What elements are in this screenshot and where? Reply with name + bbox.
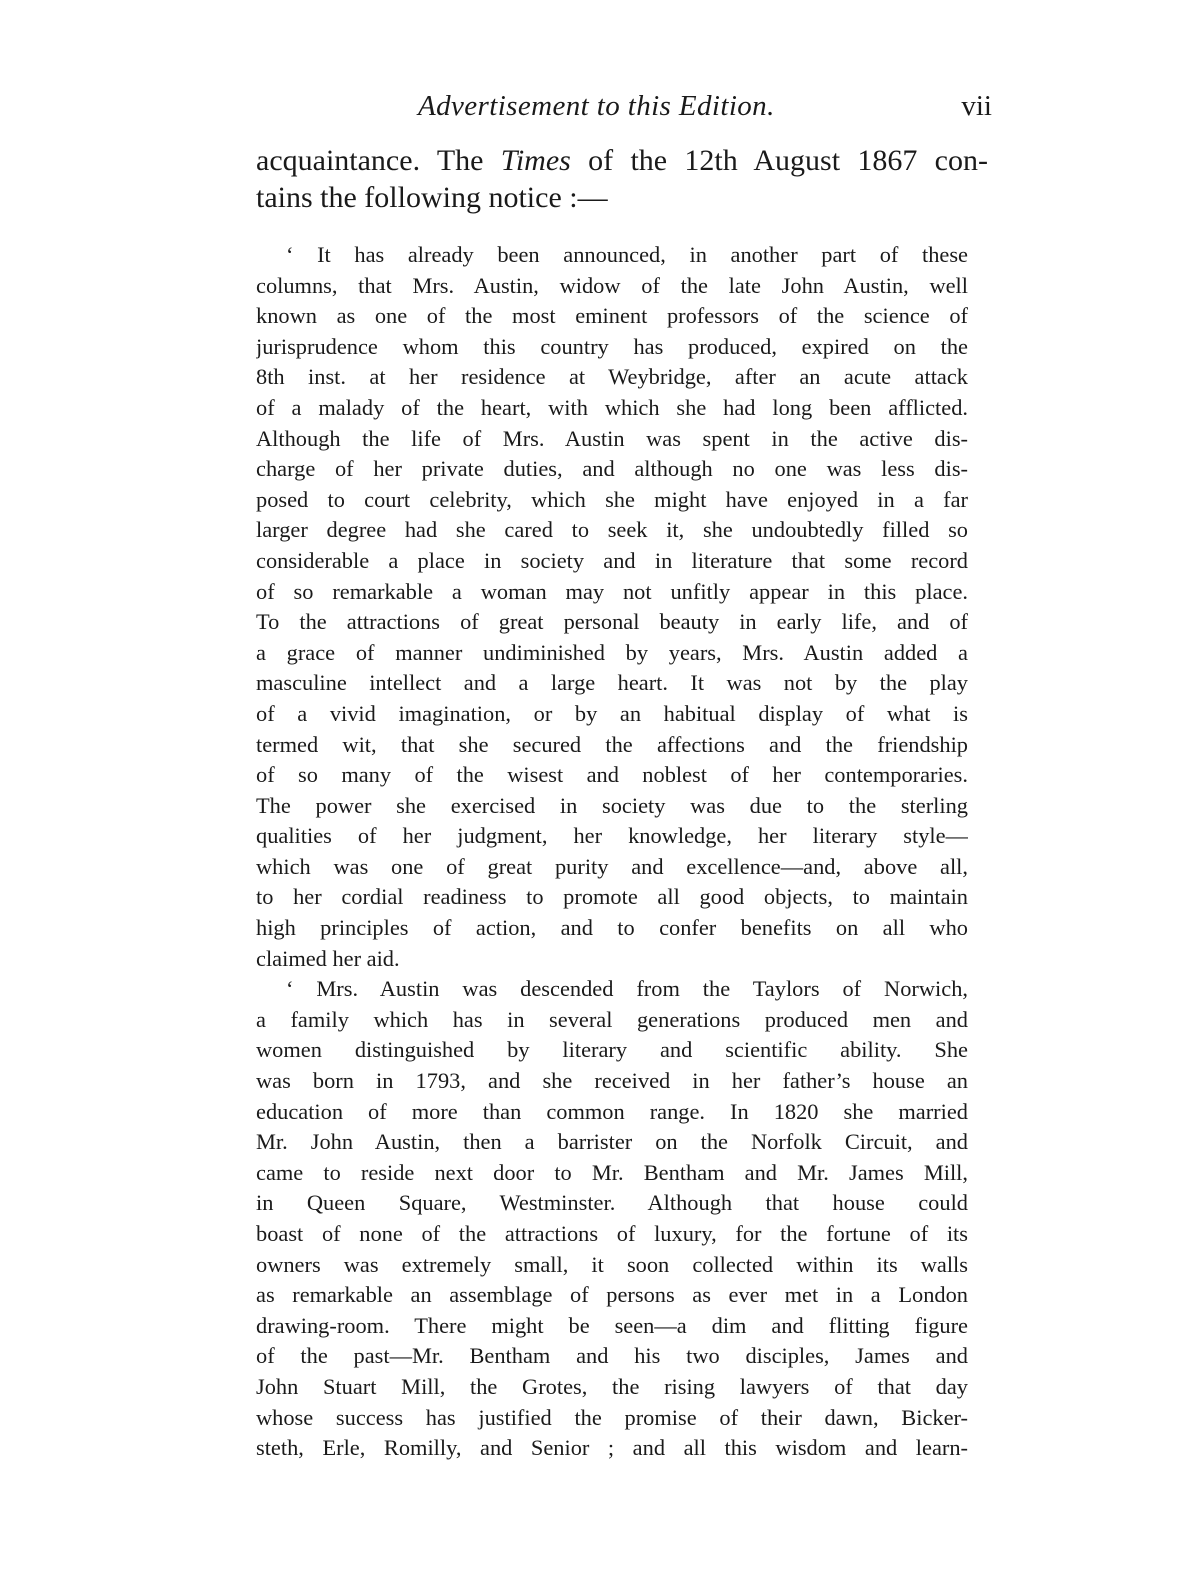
quote-line: termed wit, that she secured the affections and the friendship (256, 731, 968, 757)
quote-line: Mr. John Austin, then a barrister on the Norfolk Circuit, and (256, 1129, 968, 1155)
quote-line: of the past—Mr. Bentham and his two disciples, James and (256, 1343, 968, 1369)
quote-line: columns, that Mrs. Austin, widow of the late John Austin, well (256, 272, 968, 298)
lead-paragraph (256, 142, 988, 216)
quote-line: whose success has justified the promise of their dawn, Bicker- (256, 1404, 968, 1430)
quote-line: steth, Erle, Romilly, and Senior ; and all this wisdom and learn- (256, 1435, 968, 1461)
quote-line: came to reside next door to Mr. Bentham and Mr. James Mill, (256, 1159, 968, 1185)
running-head (400, 90, 992, 130)
quote-line: drawing-room. There might be seen—a dim and flitting figure (256, 1312, 968, 1338)
quote-line: masculine intellect and a large heart. It was not by the play (256, 670, 968, 696)
quote-line: ‘ Mrs. Austin was descended from the Taylors of Norwich, (286, 976, 968, 1002)
quote-line: charge of her private duties, and although no one was less dis- (256, 456, 968, 482)
quote-line: a grace of manner undiminished by years, Mrs. Austin added a (256, 639, 968, 665)
quote-line: posed to court celebrity, which she might have enjoyed in a far (256, 486, 968, 512)
quote-line: women distinguished by literary and scientific ability. She (256, 1037, 968, 1063)
quoted-notice (256, 240, 968, 1464)
quote-line: of a malady of the heart, with which she had long been afflicted. (256, 394, 968, 420)
quote-paragraph-1 (256, 240, 968, 974)
quote-line: in Queen Square, Westminster. Although that house could (256, 1190, 968, 1216)
quote-line: larger degree had she cared to seek it, she undoubtedly filled so (256, 517, 968, 543)
quote-line: 8th inst. at her residence at Weybridge, after an acute attack (256, 364, 968, 390)
quote-line: claimed her aid. (256, 945, 400, 971)
quote-line: The power she exercised in society was due to the sterling (256, 792, 968, 818)
quote-line: of a vivid imagination, or by an habitual display of what is (256, 700, 968, 726)
quote-line: John Stuart Mill, the Grotes, the rising lawyers of that day (256, 1373, 968, 1399)
running-title: Advertisement to this Edition. (418, 90, 775, 122)
quote-line: as remarkable an assemblage of persons as ever met in a London (256, 1282, 968, 1308)
page-number: vii (961, 90, 992, 122)
quote-line: ‘ It has already been announced, in another part of these (286, 242, 968, 267)
quote-line: boast of none of the attractions of luxury, for the fortune of its (256, 1221, 968, 1246)
quote-line: of so many of the wisest and noblest of her contemporaries. (256, 762, 968, 788)
quote-line: education of more than common range. In 1820 she married (256, 1098, 968, 1124)
quote-line: to her cordial readiness to promote all good objects, to maintain (256, 884, 968, 910)
quote-paragraph-2 (256, 974, 968, 1464)
quote-line: qualities of her judgment, her knowledge, her literary style— (256, 823, 968, 849)
quote-line: a family which has in several generations produced men and (256, 1006, 968, 1032)
lead-line: acquaintance. The Times of the 12th August 1867 con- (256, 144, 988, 177)
quote-line: Although the life of Mrs. Austin was spent in the active dis- (256, 425, 968, 451)
quote-line: high principles of action, and to confer benefits on all who (256, 915, 968, 941)
quote-line: of so remarkable a woman may not unfitly appear in this place. (256, 578, 968, 604)
lead-line: tains the following notice :— (256, 181, 608, 214)
quote-line: which was one of great purity and excellence—and, above all, (256, 853, 968, 879)
quote-line: To the attractions of great personal beauty in early life, and of (256, 609, 968, 635)
quote-line: jurisprudence whom this country has produced, expired on the (256, 333, 968, 359)
quote-line: known as one of the most eminent professors of the science of (256, 303, 968, 329)
quote-line: considerable a place in society and in literature that some record (256, 547, 968, 573)
times-title: Times (500, 144, 571, 177)
quote-line: was born in 1793, and she received in her father’s house an (256, 1068, 968, 1094)
quote-line: owners was extremely small, it soon collected within its walls (256, 1251, 968, 1277)
